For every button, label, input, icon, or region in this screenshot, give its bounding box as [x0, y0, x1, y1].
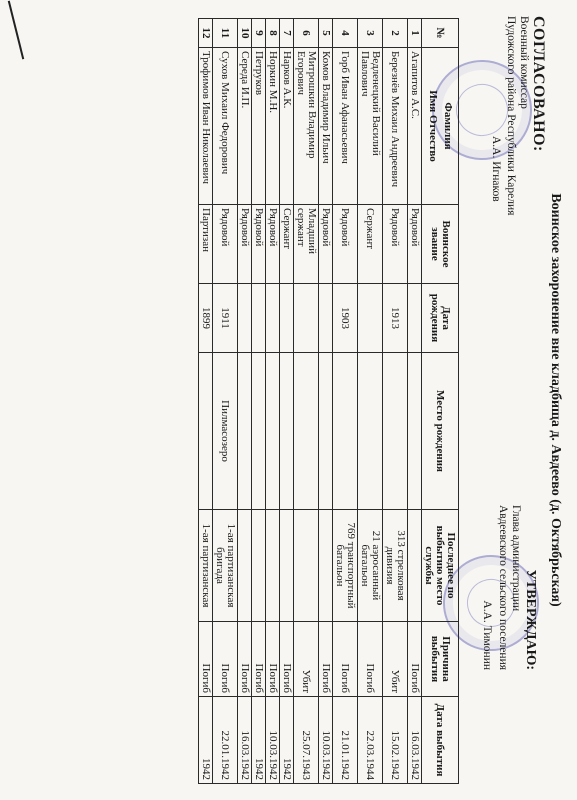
cell-birth-date: [280, 284, 294, 353]
header-date-out: Дата выбытия: [422, 697, 459, 784]
approved-heading: УТВЕРЖДАЮ:: [523, 569, 538, 671]
cell-birth-place: [199, 353, 213, 510]
cell-reason: Погиб: [266, 622, 280, 697]
cell-reason: Убит: [383, 622, 408, 697]
cell-num: 1: [408, 19, 422, 48]
cell-rank: Рядовой: [333, 205, 358, 284]
cell-last-service: [280, 510, 294, 622]
cell-birth-date: 1899: [199, 284, 213, 353]
header-num: №: [422, 19, 459, 48]
cell-birth-place: [383, 353, 408, 510]
cell-birth-place: [266, 353, 280, 510]
cell-num: 5: [319, 19, 333, 48]
cell-birth-date: [408, 284, 422, 353]
cell-date-out: 10.03.1942: [319, 697, 333, 784]
cell-rank: Рядовой: [266, 205, 280, 284]
cell-num: 10: [238, 19, 252, 48]
header-surname: Фамилия: [442, 102, 454, 150]
header-reason: Причина выбытия: [422, 622, 459, 697]
cell-last-service: [319, 510, 333, 622]
cell-date-out: 1942: [199, 697, 213, 784]
cell-name: Норкин М.Н.: [266, 48, 280, 205]
cell-num: 9: [252, 19, 266, 48]
cell-birth-date: 1913: [383, 284, 408, 353]
cell-birth-date: 1911: [213, 284, 238, 353]
cell-rank: Младший сержант: [294, 205, 319, 284]
cell-reason: Погиб: [333, 622, 358, 697]
cell-rank: Сержант: [280, 205, 294, 284]
agreed-line1: Военный комиссар: [518, 16, 530, 109]
cell-last-service: 21 аэросанный батальон: [358, 510, 383, 622]
cell-name: Агапитов А.С.: [408, 48, 422, 205]
cell-date-out: 16.03.1942: [408, 697, 422, 784]
cell-num: 4: [333, 19, 358, 48]
cell-reason: Погиб: [213, 622, 238, 697]
cell-birth-place: [238, 353, 252, 510]
cell-reason: Убит: [294, 622, 319, 697]
cell-name: Сухов Михаил Федорович: [213, 48, 238, 205]
cell-birth-place: [294, 353, 319, 510]
cell-last-service: 769 транспортный батальон: [333, 510, 358, 622]
cell-num: 3: [358, 19, 383, 48]
cell-rank: Рядовой: [238, 205, 252, 284]
cell-reason: Погиб: [238, 622, 252, 697]
agreed-signature: А.А. Игнаков: [490, 136, 502, 202]
cell-birth-place: [252, 353, 266, 510]
cell-date-out: 22.03.1944: [358, 697, 383, 784]
cell-rank: Рядовой: [383, 205, 408, 284]
approved-line2: Авдеевского сельского поселения: [497, 505, 509, 671]
cell-reason: Погиб: [408, 622, 422, 697]
table-row: [213, 19, 238, 784]
cell-num: 8: [266, 19, 280, 48]
header-birth-place: Место рождения: [422, 353, 459, 510]
table-row: [238, 19, 252, 784]
cell-reason: Погиб: [280, 622, 294, 697]
cell-reason: Погиб: [358, 622, 383, 697]
cell-name: Середа И.П.: [238, 48, 252, 205]
cell-date-out: 1942: [280, 697, 294, 784]
cell-num: 2: [383, 19, 408, 48]
cell-birth-date: 1903: [333, 284, 358, 353]
cell-birth-date: [294, 284, 319, 353]
cell-birth-date: [252, 284, 266, 353]
cell-reason: Погиб: [199, 622, 213, 697]
cell-last-service: [252, 510, 266, 622]
table-row: [199, 19, 213, 784]
cell-birth-date: [266, 284, 280, 353]
cell-num: 6: [294, 19, 319, 48]
cell-rank: Рядовой: [408, 205, 422, 284]
cell-reason: Погиб: [319, 622, 333, 697]
cell-num: 7: [280, 19, 294, 48]
table-row: [408, 19, 422, 784]
cell-birth-date: [238, 284, 252, 353]
cell-name: Березнёв Михаил Андреевич: [383, 48, 408, 205]
cell-date-out: 10.03.1942: [266, 697, 280, 784]
cell-birth-date: [358, 284, 383, 353]
cell-date-out: 15.02.1942: [383, 697, 408, 784]
cell-rank: Рядовой: [252, 205, 266, 284]
table-row: [280, 19, 294, 784]
cell-name: Горб Иван Афанасьевич: [333, 48, 358, 205]
cell-last-service: 313 стрелковая дивизия: [383, 510, 408, 622]
approved-signature: А.А. Тимонин: [481, 600, 493, 671]
header-name-patronymic: Имя Отчество: [427, 90, 439, 162]
burial-table: [198, 18, 459, 784]
approved-line1: Глава администрации: [510, 505, 522, 612]
table-row: [383, 19, 408, 784]
cell-name: Ведленецкий Василий Павлович: [358, 48, 383, 205]
cell-name: Митрошкин Владимир Егорович: [294, 48, 319, 205]
cell-birth-place: [319, 353, 333, 510]
cell-rank: Сержант: [358, 205, 383, 284]
document-title: Воинское захоронение вне кладбища д. Авдеево (д. Октябрьская): [548, 193, 563, 607]
cell-last-service: 1-ая партизанская бригада: [213, 510, 238, 622]
table-row: [358, 19, 383, 784]
table-row: [252, 19, 266, 784]
agreed-heading: СОГЛАСОВАНО:: [530, 16, 547, 152]
cell-rank: Рядовой: [213, 205, 238, 284]
table-row: [266, 19, 280, 784]
table-row: [294, 19, 319, 784]
cell-name: Трофимов Иван Николаевич: [199, 48, 213, 205]
header-last-service: Последнее по выбытию место службы: [422, 510, 459, 622]
cell-date-out: 22.01.1942: [213, 697, 238, 784]
cell-birth-place: [408, 353, 422, 510]
header-rank: Воинское звание: [422, 205, 459, 284]
table-row: [333, 19, 358, 784]
cell-last-service: [238, 510, 252, 622]
approved-block: [480, 505, 537, 670]
cell-date-out: 1942: [252, 697, 266, 784]
cell-date-out: 16.03.1942: [238, 697, 252, 784]
header-name: [422, 48, 459, 205]
cell-last-service: [266, 510, 280, 622]
table-header-row: [422, 19, 459, 784]
cell-rank: Рядовой: [319, 205, 333, 284]
cell-num: 11: [213, 19, 238, 48]
cell-name: Нарков А.К.: [280, 48, 294, 205]
agreed-line2: Пудожского района Республики Карелия: [505, 16, 517, 216]
cell-date-out: 21.01.1942: [333, 697, 358, 784]
table-row: [319, 19, 333, 784]
cell-reason: Погиб: [252, 622, 266, 697]
cell-last-service: [294, 510, 319, 622]
pen-stroke: [8, 1, 24, 60]
cell-birth-place: [358, 353, 383, 510]
cell-name: Петруков: [252, 48, 266, 205]
cell-birth-date: [319, 284, 333, 353]
cell-date-out: 25.07.1943: [294, 697, 319, 784]
cell-last-service: [408, 510, 422, 622]
cell-num: 12: [199, 19, 213, 48]
cell-birth-place: [333, 353, 358, 510]
cell-birth-place: Пилмасозеро: [213, 353, 238, 510]
header-birth-date: Дата рождения: [422, 284, 459, 353]
cell-birth-place: [280, 353, 294, 510]
cell-last-service: 1-ая партизанская: [199, 510, 213, 622]
cell-name: Комов Владимир Ильич: [319, 48, 333, 205]
cell-rank: Партизан: [199, 205, 213, 284]
agreed-block: [489, 16, 545, 215]
